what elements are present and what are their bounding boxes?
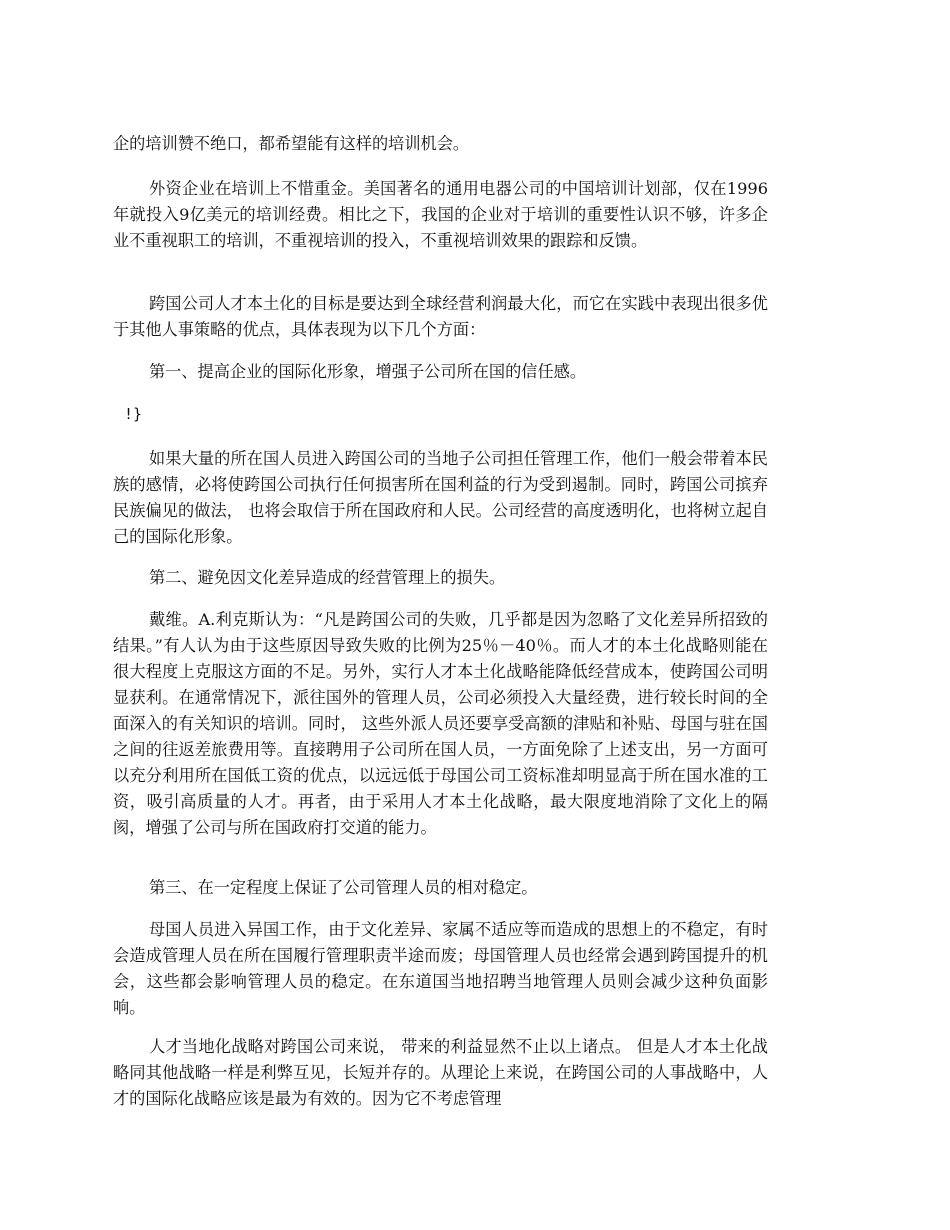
stray-symbol-fragment: !} [124, 405, 143, 423]
paragraph-local-staff: 如果大量的所在国人员进入跨国公司的当地子公司担任管理工作，他们一般会带着本民族的感情，必将使跨国公司执行任何损害所在国利益的行为受到遏制。同时，跨国公司摈弃民族偏见的做法， 也将会取信于所在国政府和人民。公司经营的高度透明化，也将树立起自己的国际化形象。 [113, 449, 768, 546]
paragraph-staff-stability: 母国人员进入异国工作，由于文化差异、家属不适应等而造成的思想上的不稳定，有时会造成管理人员在所在国履行管理职责半途而废；母国管理人员也经常会遇到跨国提升的机会，这些都会影响管理人员的稳定。在东道国当地招聘当地管理人员则会减少这种负面影响。 [113, 920, 768, 1017]
paragraph-cultural-differences: 戴维。A.利克斯认为：“凡是跨国公司的失败，几乎都是因为忽略了文化差异所招致的结果。”有人认为由于这些原因导致失败的比例为25％－40％。而人才的本土化战略则能在很大程度上克服这方面的不足。另外，实行人才本土化战略能降低经营成本，使跨国公司明显获利。在通常情况下，派往国外的管理人员，公司必须投入大量经费，进行较长时间的全面深入的有关知识的培训。同时， 这些外派人员还要享受高额的津贴和补贴、母国与驻在国之间的往返差旅费用等。直接聘用子公司所在国人员，一方面免除了上述支出，另一方面可以充分利用所在国低工资的优点，以远远低于母国公司工资标准却明显高于所在国水准的工资，吸引高质量的人才。再者，由于采用人才本土化战略，最大限度地消除了文化上的隔阂，增强了公司与所在国政府打交道的能力。 [113, 610, 768, 837]
paragraph-training-praise: 企的培训赞不绝口，都希望能有这样的培训机会。 [113, 134, 470, 153]
paragraph-pros-and-cons: 人才当地化战略对跨国公司来说， 带来的利益显然不止以上诸点。 但是人才本土化战略同其他战略一样是利弊互见，长短并存的。从理论上来说，在跨国公司的人事战略中，人才的国际化战略应该是最为有效的。因为它不考虑管理 [113, 1037, 768, 1108]
paragraph-localization-goal: 跨国公司人才本土化的目标是要达到全球经营利润最大化，而它在实践中表现出很多优于其他人事策略的优点，具体表现为以下几个方面： [113, 294, 768, 339]
paragraph-foreign-investment: 外资企业在培训上不惜重金。美国著名的通用电器公司的中国培训计划部，仅在1996年就投入9亿美元的培训经费。相比之下，我国的企业对于培训的重要性认识不够，许多企业不重视职工的培训，不重视培训的投入，不重视培训效果的跟踪和反馈。 [113, 179, 768, 250]
heading-point-one: 第一、提高企业的国际化形象，增强子公司所在国的信任感。 [149, 362, 587, 381]
heading-point-two: 第二、避免因文化差异造成的经营管理上的损失。 [149, 568, 506, 587]
heading-point-three: 第三、在一定程度上保证了公司管理人员的相对稳定。 [149, 878, 538, 897]
